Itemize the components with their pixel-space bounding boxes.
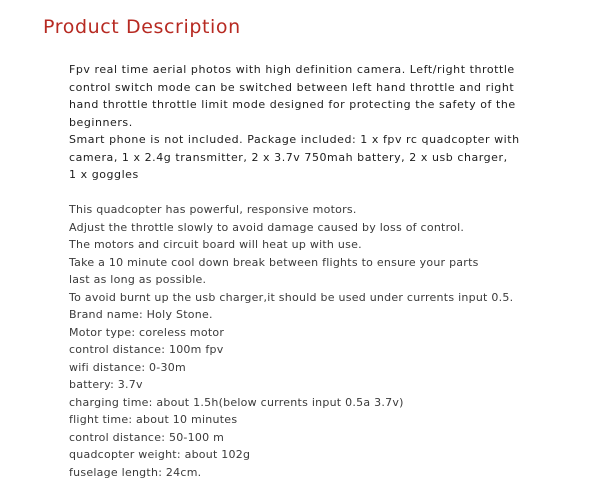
intro-line: hand throttle throttle limit mode designed for protecting the safety of the	[69, 98, 516, 111]
spec-line: Adjust the throttle slowly to avoid damage caused by loss of control.	[69, 220, 465, 234]
spec-line: This quadcopter has powerful, responsive motors.	[69, 203, 357, 216]
spec-line: Motor type: coreless motor	[69, 325, 225, 339]
product-description-body	[69, 61, 609, 481]
spec-line: charging time: about 1.5h(below currents input 0.5a 3.7v)	[69, 395, 404, 409]
spec-line: fuselage length: 24cm.	[69, 465, 202, 479]
specs-list	[69, 201, 609, 481]
spec-line: To avoid burnt up the usb charger,it should be used under currents input 0.5.	[69, 290, 514, 304]
spec-line: wifi distance: 0-30m	[69, 360, 186, 374]
spec-line: quadcopter weight: about 102g	[69, 448, 251, 461]
intro-paragraph	[69, 61, 609, 184]
intro-line: control switch mode can be switched between left hand throttle and right	[69, 80, 515, 94]
page-title: Product Description	[43, 16, 241, 38]
paragraph-spacer	[69, 184, 609, 202]
spec-line: The motors and circuit board will heat up with use.	[69, 238, 362, 251]
intro-line: camera, 1 x 2.4g transmitter, 2 x 3.7v 750mah battery, 2 x usb charger,	[69, 150, 508, 164]
spec-line: flight time: about 10 minutes	[69, 413, 238, 426]
intro-line: Smart phone is not included. Package included: 1 x fpv rc quadcopter with	[69, 133, 520, 146]
intro-line: 1 x goggles	[69, 168, 139, 181]
spec-line: control distance: 50-100 m	[69, 430, 225, 444]
spec-line: Brand name: Holy Stone.	[69, 308, 213, 321]
intro-line: Fpv real time aerial photos with high definition camera. Left/right throttle	[69, 63, 515, 76]
spec-line: control distance: 100m fpv	[69, 343, 224, 356]
spec-line: battery: 3.7v	[69, 378, 143, 391]
spec-line: last as long as possible.	[69, 273, 207, 286]
spec-line: Take a 10 minute cool down break between flights to ensure your parts	[69, 255, 479, 269]
intro-line: beginners.	[69, 115, 133, 129]
